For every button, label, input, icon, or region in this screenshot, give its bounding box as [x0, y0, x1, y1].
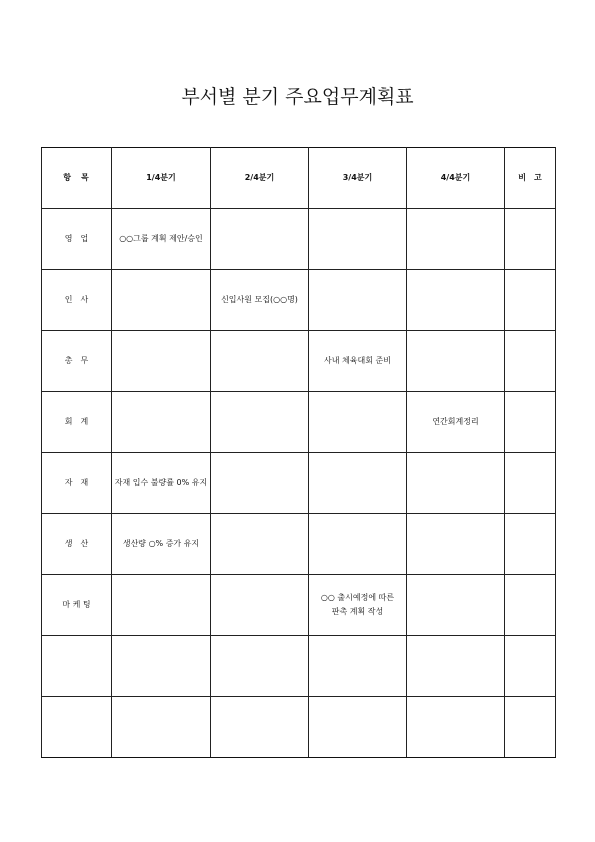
quarterly-plan-table — [41, 147, 556, 758]
row-label-accounting: 회 계 — [42, 392, 112, 453]
cell-q3 — [309, 453, 407, 514]
cell-note — [505, 636, 556, 697]
cell-q2 — [211, 331, 309, 392]
cell-q2 — [211, 697, 309, 758]
table-row — [42, 209, 556, 270]
cell-q4 — [407, 575, 505, 636]
cell-note — [505, 453, 556, 514]
row-label-materials: 자 재 — [42, 453, 112, 514]
cell-q3 — [309, 392, 407, 453]
cell-q4 — [407, 514, 505, 575]
cell-q3 — [309, 270, 407, 331]
cell-q1: 자재 입수 불량률 0% 유지 — [112, 453, 211, 514]
document-title: 부서별 분기 주요업무계획표 — [181, 86, 414, 108]
cell-q2 — [211, 209, 309, 270]
cell-q1 — [112, 636, 211, 697]
row-label-sales: 영 업 — [42, 209, 112, 270]
table-row — [42, 697, 556, 758]
cell-q4 — [407, 270, 505, 331]
header-note: 비 고 — [505, 148, 556, 209]
table-row — [42, 514, 556, 575]
cell-note — [505, 331, 556, 392]
row-label-production: 생 산 — [42, 514, 112, 575]
cell-note — [505, 392, 556, 453]
cell-q3: ○○ 출시예정에 따른 판촉 계획 작성 — [309, 575, 407, 636]
cell-note — [505, 514, 556, 575]
cell-q1 — [112, 331, 211, 392]
cell-q4 — [407, 453, 505, 514]
cell-q2 — [211, 453, 309, 514]
cell-note — [505, 209, 556, 270]
cell-q4 — [407, 636, 505, 697]
cell-q3 — [309, 514, 407, 575]
header-item: 항 목 — [42, 148, 112, 209]
cell-q1 — [112, 697, 211, 758]
cell-q1 — [112, 392, 211, 453]
cell-q1: ○○그룹 계획 제안/승인 — [112, 209, 211, 270]
cell-q3 — [309, 697, 407, 758]
table-row — [42, 453, 556, 514]
cell-q4: 연간회계정리 — [407, 392, 505, 453]
cell-q4 — [407, 697, 505, 758]
cell-q2: 신입사원 모집(○○명) — [211, 270, 309, 331]
cell-q4 — [407, 209, 505, 270]
header-q1: 1/4분기 — [112, 148, 211, 209]
row-label-empty — [42, 636, 112, 697]
cell-q2 — [211, 392, 309, 453]
header-q2: 2/4분기 — [211, 148, 309, 209]
cell-q2 — [211, 514, 309, 575]
row-label-marketing: 마 케 팅 — [42, 575, 112, 636]
cell-note — [505, 270, 556, 331]
table-header-row — [42, 148, 556, 209]
cell-note — [505, 697, 556, 758]
cell-q1: 생산량 ○% 증가 유지 — [112, 514, 211, 575]
row-label-general-affairs: 총 무 — [42, 331, 112, 392]
cell-q3: 사내 체육대회 준비 — [309, 331, 407, 392]
table-row — [42, 636, 556, 697]
row-label-hr: 인 사 — [42, 270, 112, 331]
header-q4: 4/4분기 — [407, 148, 505, 209]
cell-q2 — [211, 575, 309, 636]
table-row — [42, 575, 556, 636]
cell-note — [505, 575, 556, 636]
cell-q4 — [407, 331, 505, 392]
cell-q3 — [309, 636, 407, 697]
table-row — [42, 392, 556, 453]
cell-q2 — [211, 636, 309, 697]
cell-q1 — [112, 575, 211, 636]
table-row — [42, 331, 556, 392]
cell-q3 — [309, 209, 407, 270]
header-q3: 3/4분기 — [309, 148, 407, 209]
cell-q1 — [112, 270, 211, 331]
table-row — [42, 270, 556, 331]
row-label-empty — [42, 697, 112, 758]
